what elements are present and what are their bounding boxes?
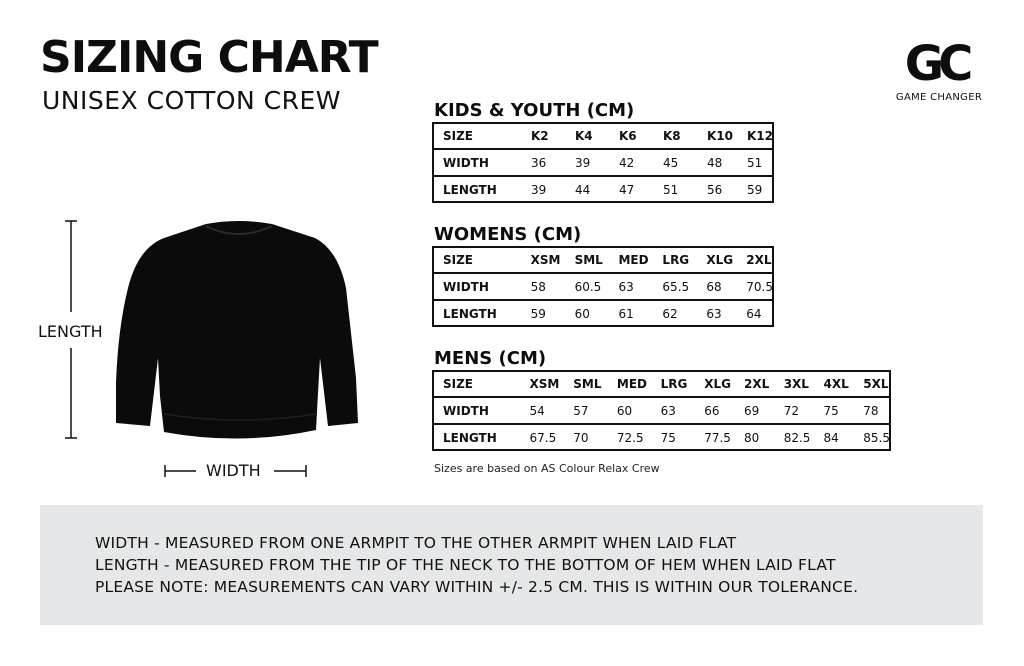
sweatshirt-diagram <box>110 218 370 448</box>
mens-size-table <box>433 371 890 450</box>
table-cell: LENGTH <box>443 430 497 445</box>
table-cell: 39 <box>565 149 609 176</box>
table-cell: XLG <box>694 371 734 397</box>
table-cell: 57 <box>563 397 607 424</box>
table-cell: XSM <box>520 371 564 397</box>
table-cell: 69 <box>734 397 774 424</box>
width-note: WIDTH - MEASURED FROM ONE ARMPIT TO THE OTHER ARMPIT WHEN LAID FLAT <box>95 534 737 552</box>
table-cell: LENGTH <box>443 182 497 197</box>
table-cell: 45 <box>653 149 697 176</box>
table-cell: 39 <box>531 182 547 197</box>
table-cell: LENGTH <box>443 306 497 321</box>
table-cell: SIZE <box>433 247 521 273</box>
length-note: LENGTH - MEASURED FROM THE TIP OF THE NECK TO THE BOTTOM OF HEM WHEN LAID FLAT <box>95 556 836 574</box>
table-cell: 51 <box>737 149 773 176</box>
table-cell: MED <box>607 371 651 397</box>
table-row <box>433 397 890 424</box>
table-cell: 68 <box>696 273 736 300</box>
table-cell: XLG <box>696 247 736 273</box>
table-cell: 67.5 <box>529 430 557 445</box>
table-cell: 72.5 <box>616 430 644 445</box>
table-cell: 51 <box>663 182 679 197</box>
table-row <box>433 273 773 300</box>
table-header-row <box>433 371 890 397</box>
table-cell: WIDTH <box>433 273 521 300</box>
table-cell: SML <box>565 247 609 273</box>
table-cell: 64 <box>746 306 762 321</box>
kids-table-title: KIDS & YOUTH (CM) <box>434 100 635 121</box>
table-cell: 60.5 <box>565 273 609 300</box>
logo-name: GAME CHANGER <box>895 92 983 103</box>
table-cell: 62 <box>662 306 678 321</box>
table-cell: SML <box>563 371 607 397</box>
table-cell: WIDTH <box>433 397 520 424</box>
table-cell: 59 <box>530 306 546 321</box>
table-cell: WIDTH <box>433 149 521 176</box>
logo-mark: GC <box>904 36 968 92</box>
table-cell: 61 <box>618 306 634 321</box>
table-cell: K2 <box>521 123 565 149</box>
table-cell: 2XL <box>736 247 773 273</box>
mens-table-title: MENS (CM) <box>434 348 547 369</box>
table-cell: 63 <box>706 306 722 321</box>
table-cell: SIZE <box>433 123 521 149</box>
womens-size-table <box>433 247 773 326</box>
table-cell: 59 <box>747 182 763 197</box>
table-cell: 60 <box>574 306 590 321</box>
table-cell: 42 <box>609 149 653 176</box>
table-cell: 63 <box>651 397 695 424</box>
page-subtitle: UNISEX COTTON CREW <box>42 86 342 115</box>
table-cell: 75 <box>660 430 676 445</box>
table-cell: K10 <box>697 123 737 149</box>
table-row <box>433 176 773 202</box>
table-cell: 58 <box>521 273 565 300</box>
table-row <box>433 424 890 450</box>
table-cell: LRG <box>652 247 696 273</box>
sweatshirt-body-shape <box>116 221 358 439</box>
table-cell: K6 <box>609 123 653 149</box>
table-cell: 80 <box>743 430 760 445</box>
table-cell: 47 <box>619 182 635 197</box>
sizing-footnote: Sizes are based on AS Colour Relax Crew <box>434 462 660 475</box>
table-cell: 63 <box>608 273 652 300</box>
table-cell: K8 <box>653 123 697 149</box>
length-label: LENGTH <box>38 322 103 341</box>
table-cell: 44 <box>575 182 591 197</box>
table-cell: 72 <box>774 397 814 424</box>
table-cell: LRG <box>651 371 695 397</box>
table-row <box>433 149 773 176</box>
table-cell: 82.5 <box>783 430 811 445</box>
measurement-notes-box <box>40 505 983 625</box>
table-cell: 60 <box>607 397 651 424</box>
table-header-row <box>433 123 773 149</box>
table-cell: MED <box>608 247 652 273</box>
table-cell: SIZE <box>433 371 520 397</box>
table-cell: 70 <box>573 430 589 445</box>
table-cell: 84 <box>823 430 839 445</box>
table-cell: 78 <box>853 397 890 424</box>
table-cell: 48 <box>697 149 737 176</box>
table-cell: 77.5 <box>704 430 731 445</box>
table-cell: 56 <box>707 182 723 197</box>
table-cell: XSM <box>521 247 565 273</box>
table-cell: 75 <box>813 397 853 424</box>
table-cell: 85.5 <box>863 430 890 445</box>
table-cell: 36 <box>521 149 565 176</box>
brand-logo <box>884 36 994 103</box>
table-cell: 5XL <box>853 371 890 397</box>
tolerance-note: PLEASE NOTE: MEASUREMENTS CAN VARY WITHIN +/- 2.5 CM. THIS IS WITHIN OUR TOLERANCE. <box>95 578 859 596</box>
table-cell: 2XL <box>734 371 774 397</box>
table-row <box>433 300 773 326</box>
table-cell: 70.5 <box>736 273 773 300</box>
page-title: SIZING CHART <box>40 32 378 83</box>
table-cell: 3XL <box>774 371 814 397</box>
table-cell: K4 <box>565 123 609 149</box>
table-cell: 65.5 <box>652 273 696 300</box>
width-label: WIDTH <box>206 461 261 480</box>
table-cell: 66 <box>694 397 734 424</box>
table-cell: K12 <box>737 123 773 149</box>
table-cell: 4XL <box>813 371 853 397</box>
womens-table-title: WOMENS (CM) <box>434 224 582 245</box>
kids-size-table <box>433 123 773 202</box>
table-cell: 54 <box>520 397 564 424</box>
table-header-row <box>433 247 773 273</box>
